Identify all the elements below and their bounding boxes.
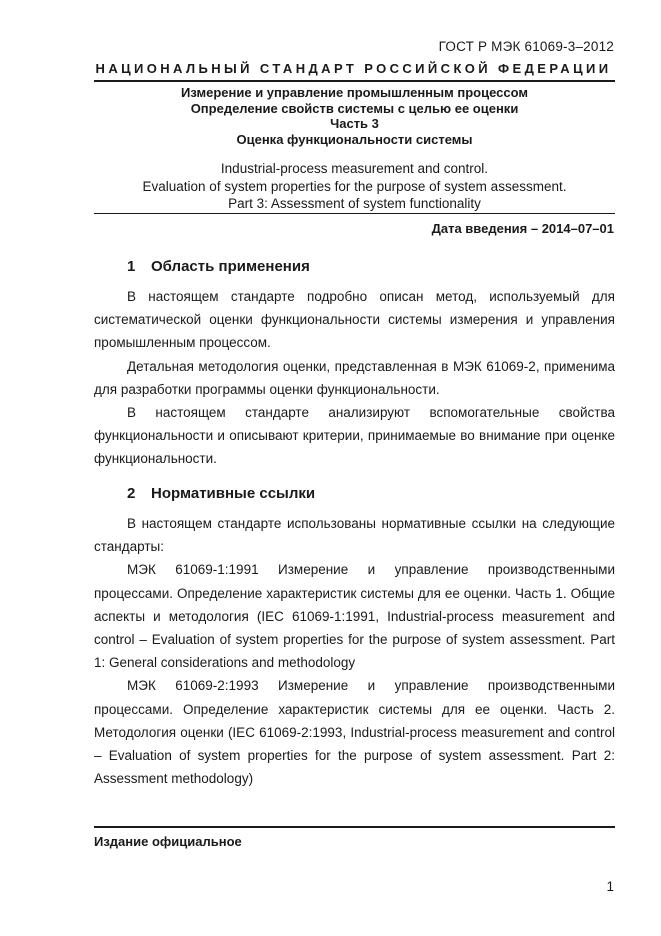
official-edition-label: Издание официальное	[94, 834, 242, 849]
russian-title-line: Определение свойств системы с целью ее оценки	[190, 100, 519, 116]
russian-title	[94, 85, 615, 147]
paragraph: Детальная методология оценки, представленная в МЭК 61069-2, применима для разработки программы оценки функциональности.	[94, 358, 615, 397]
paragraph: В настоящем стандарте анализируют вспомогательные свойства функциональности и описывают критерии, принимаемые во внимание при оценке функциональности.	[94, 405, 615, 467]
english-title	[94, 160, 615, 213]
english-title-line: Industrial-process measurement and control.	[220, 161, 489, 176]
paragraph: В настоящем стандарте использованы нормативные ссылки на следующие стандарты:	[94, 516, 615, 555]
title-divider	[94, 213, 615, 214]
section-normative-references	[94, 485, 615, 502]
header-divider	[94, 80, 615, 82]
reference-item: МЭК 61069-2:1993 Измерение и управление производственными процессами. Определение характеристик системы для ее оценки. Часть 2. Методология оценки (IEC 61069-2:1993, Industrial-process measurement and control – Evaluation of system properties for the purpose of system assessment. Part 2: Assessment methodology)	[94, 678, 615, 787]
english-title-line: Part 3: Assessment of system functionality	[228, 196, 481, 211]
section-title: Область применения	[151, 258, 310, 275]
russian-title-part: Часть 3	[330, 116, 379, 131]
page-number: 1	[606, 879, 614, 894]
section-normative-references-body	[94, 512, 615, 790]
russian-title-subtitle: Оценка функциональности системы	[236, 131, 473, 147]
section-scope	[94, 258, 615, 275]
reference-item: МЭК 61069-1:1991 Измерение и управление производственными процессами. Определение характеристик системы для ее оценки. Часть 1. Общие аспекты и методология (IEC 61069-1:1991, Industrial-process measurement and control – Evaluation of system properties for the purpose of system assessment. Part 1: General considerations and methodology	[94, 562, 615, 671]
document-code: ГОСТ Р МЭК 61069-3–2012	[438, 39, 614, 54]
section-heading	[94, 258, 615, 275]
section-number: 1	[127, 258, 136, 275]
section-heading	[94, 485, 615, 502]
section-number: 2	[127, 485, 136, 502]
russian-title-line: Измерение и управление промышленным процессом	[181, 85, 528, 100]
footer-divider	[94, 826, 615, 828]
national-standard-heading: НАЦИОНАЛЬНЫЙ СТАНДАРТ РОССИЙСКОЙ ФЕДЕРАЦИИ	[95, 61, 612, 76]
english-title-line: Evaluation of system properties for the purpose of system assessment.	[142, 178, 567, 194]
paragraph: В настоящем стандарте подробно описан метод, используемый для систематической оценки функциональности системы измерения и управления промышленным процессом.	[94, 289, 615, 351]
section-title: Нормативные ссылки	[151, 485, 316, 502]
introduction-date: Дата введения – 2014–07–01	[431, 221, 614, 236]
section-scope-body	[94, 285, 615, 471]
